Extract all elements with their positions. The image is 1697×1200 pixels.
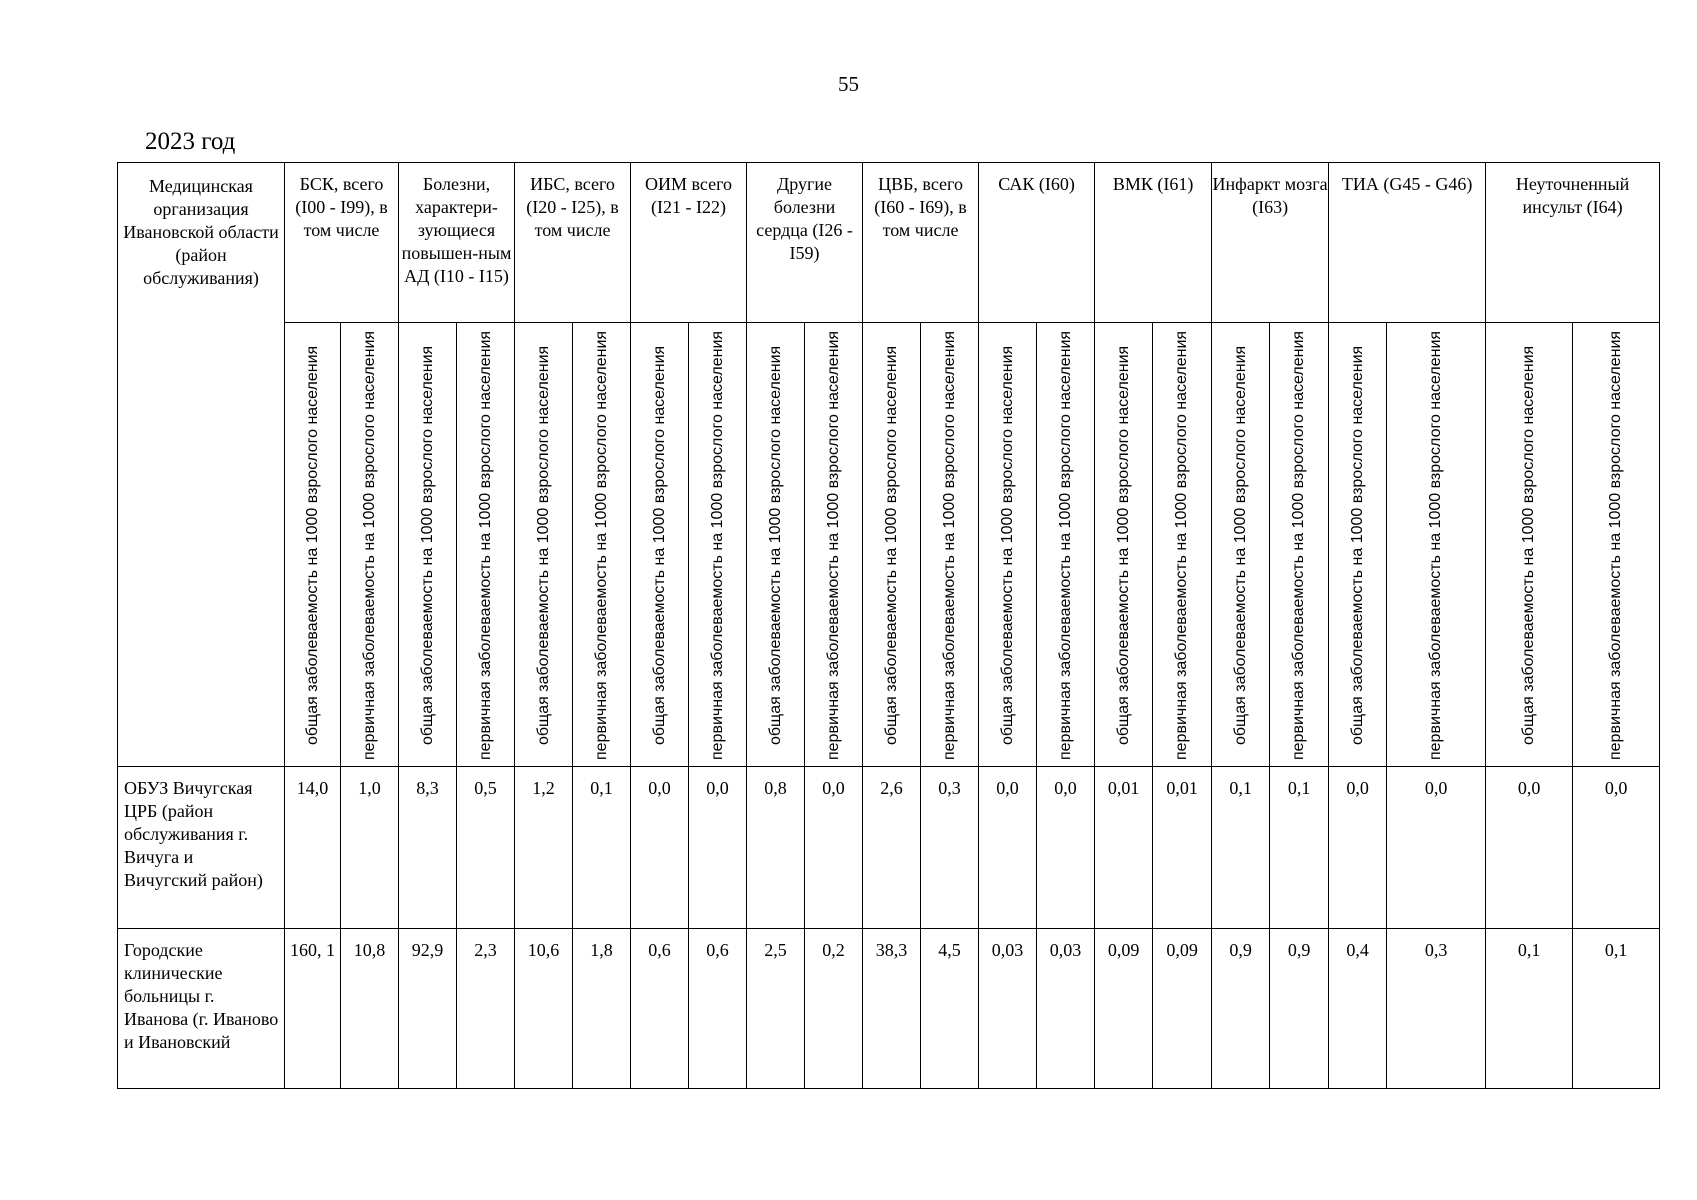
general-morbidity-header (285, 323, 341, 767)
value-cell: 0,03 (1037, 929, 1095, 1089)
value-cell: 1,8 (573, 929, 631, 1089)
sub-header-label: первичная заболеваемость на 1000 взрослого населения (1427, 329, 1445, 760)
group-header: САК (I60) (979, 163, 1095, 323)
sub-header-label: общая заболеваемость на 1000 взрослого населения (1520, 344, 1538, 745)
primary-morbidity-header (1270, 323, 1329, 767)
value-cell: 1,0 (341, 767, 399, 929)
value-cell: 38,3 (863, 929, 921, 1089)
group-header: Инфаркт мозга (I63) (1212, 163, 1329, 323)
sub-header-label: первичная заболеваемость на 1000 взрослого населения (476, 329, 494, 760)
value-cell: 0,0 (631, 767, 689, 929)
value-cell: 0,01 (1153, 767, 1212, 929)
value-cell: 0,0 (1573, 767, 1660, 929)
primary-morbidity-header (1037, 323, 1095, 767)
sub-header-label: общая заболеваемость на 1000 взрослого населения (882, 344, 900, 745)
table-title: 2023 год (145, 128, 236, 155)
value-cell: 0,03 (979, 929, 1037, 1089)
value-cell: 0,6 (689, 929, 747, 1089)
value-cell: 0,1 (1486, 929, 1573, 1089)
sub-header-label: первичная заболеваемость на 1000 взрослого населения (708, 329, 726, 760)
group-header: ОИМ всего (I21 - I22) (631, 163, 747, 323)
primary-morbidity-header (1573, 323, 1660, 767)
sub-header-label: общая заболеваемость на 1000 взрослого населения (418, 344, 436, 745)
value-cell: 2,5 (747, 929, 805, 1089)
value-cell: 0,0 (979, 767, 1037, 929)
general-morbidity-header (1212, 323, 1270, 767)
sub-header-label: первичная заболеваемость на 1000 взрослого населения (592, 329, 610, 760)
value-cell: 0,6 (631, 929, 689, 1089)
value-cell: 0,9 (1212, 929, 1270, 1089)
sub-header-label: первичная заболеваемость на 1000 взрослого населения (824, 329, 842, 760)
sub-header-label: общая заболеваемость на 1000 взрослого населения (1348, 344, 1366, 745)
sub-header-label: первичная заболеваемость на 1000 взрослого населения (1056, 329, 1074, 760)
value-cell: 0,0 (1037, 767, 1095, 929)
group-header: ВМК (I61) (1095, 163, 1212, 323)
primary-morbidity-header (341, 323, 399, 767)
value-cell: 0,8 (747, 767, 805, 929)
sub-header-label: первичная заболеваемость на 1000 взрослого населения (1173, 329, 1191, 760)
primary-morbidity-header (573, 323, 631, 767)
value-cell: 0,01 (1095, 767, 1153, 929)
sub-header-label: первичная заболеваемость на 1000 взрослого населения (1607, 329, 1625, 760)
value-cell: 92,9 (399, 929, 457, 1089)
primary-morbidity-header (921, 323, 979, 767)
value-cell: 0,9 (1270, 929, 1329, 1089)
group-header: ИБС, всего (I20 - I25), в том числе (515, 163, 631, 323)
primary-morbidity-header (805, 323, 863, 767)
group-header: Неуточненный инсульт (I64) (1486, 163, 1660, 323)
group-header: ЦВБ, всего (I60 - I69), в том числе (863, 163, 979, 323)
value-cell: 0,3 (921, 767, 979, 929)
value-cell: 0,1 (1270, 767, 1329, 929)
group-header: Другие болезни сердца (I26 - I59) (747, 163, 863, 323)
value-cell: 0,0 (1329, 767, 1387, 929)
primary-morbidity-header (1153, 323, 1212, 767)
general-morbidity-header (1095, 323, 1153, 767)
value-cell: 10,6 (515, 929, 573, 1089)
general-morbidity-header (631, 323, 689, 767)
primary-morbidity-header (689, 323, 747, 767)
value-cell: 1,2 (515, 767, 573, 929)
sub-header-label: общая заболеваемость на 1000 взрослого населения (766, 344, 784, 745)
value-cell: 4,5 (921, 929, 979, 1089)
group-header: ТИА (G45 - G46) (1329, 163, 1486, 323)
page-number: 55 (838, 72, 859, 96)
value-cell: 2,6 (863, 767, 921, 929)
general-morbidity-header (1329, 323, 1387, 767)
value-cell: 0,0 (805, 767, 863, 929)
value-cell: 0,2 (805, 929, 863, 1089)
value-cell: 0,09 (1095, 929, 1153, 1089)
value-cell: 0,0 (1486, 767, 1573, 929)
group-header: Болезни, характери-зующиеся повышен-ным АД (I10 - I15) (399, 163, 515, 323)
value-cell: 14,0 (285, 767, 341, 929)
general-morbidity-header (399, 323, 457, 767)
value-cell: 0,09 (1153, 929, 1212, 1089)
sub-header-label: первичная заболеваемость на 1000 взрослого населения (1290, 329, 1308, 760)
general-morbidity-header (515, 323, 573, 767)
morbidity-table (117, 162, 1660, 1089)
value-cell: 10,8 (341, 929, 399, 1089)
value-cell: 0,1 (1573, 929, 1660, 1089)
sub-header-label: общая заболеваемость на 1000 взрослого населения (303, 344, 321, 745)
org-column-header: Медицинская организация Ивановской области (район обслуживания) (118, 163, 285, 767)
value-cell: 160, 1 (285, 929, 341, 1089)
primary-morbidity-header (1387, 323, 1486, 767)
organization-name: Городские клинические больницы г. Иванова (г. Иваново и Ивановский (118, 929, 285, 1089)
value-cell: 8,3 (399, 767, 457, 929)
general-morbidity-header (747, 323, 805, 767)
sub-header-label: первичная заболеваемость на 1000 взрослого населения (360, 329, 378, 760)
general-morbidity-header (863, 323, 921, 767)
value-cell: 0,1 (573, 767, 631, 929)
sub-header-label: общая заболеваемость на 1000 взрослого населения (534, 344, 552, 745)
value-cell: 0,4 (1329, 929, 1387, 1089)
general-morbidity-header (1486, 323, 1573, 767)
organization-name: ОБУЗ Вичугская ЦРБ (район обслуживания г. Вичуга и Вичугский район) (118, 767, 285, 929)
value-cell: 0,0 (1387, 767, 1486, 929)
value-cell: 2,3 (457, 929, 515, 1089)
value-cell: 0,3 (1387, 929, 1486, 1089)
primary-morbidity-header (457, 323, 515, 767)
table-row (118, 767, 1660, 929)
value-cell: 0,1 (1212, 767, 1270, 929)
sub-header-label: общая заболеваемость на 1000 взрослого населения (998, 344, 1016, 745)
sub-header-label: первичная заболеваемость на 1000 взрослого населения (940, 329, 958, 760)
value-cell: 0,0 (689, 767, 747, 929)
sub-header-label: общая заболеваемость на 1000 взрослого населения (1231, 344, 1249, 745)
sub-header-label: общая заболеваемость на 1000 взрослого населения (650, 344, 668, 745)
sub-header-label: общая заболеваемость на 1000 взрослого населения (1114, 344, 1132, 745)
general-morbidity-header (979, 323, 1037, 767)
table-row (118, 929, 1660, 1089)
value-cell: 0,5 (457, 767, 515, 929)
group-header: БСК, всего (I00 - I99), в том числе (285, 163, 399, 323)
